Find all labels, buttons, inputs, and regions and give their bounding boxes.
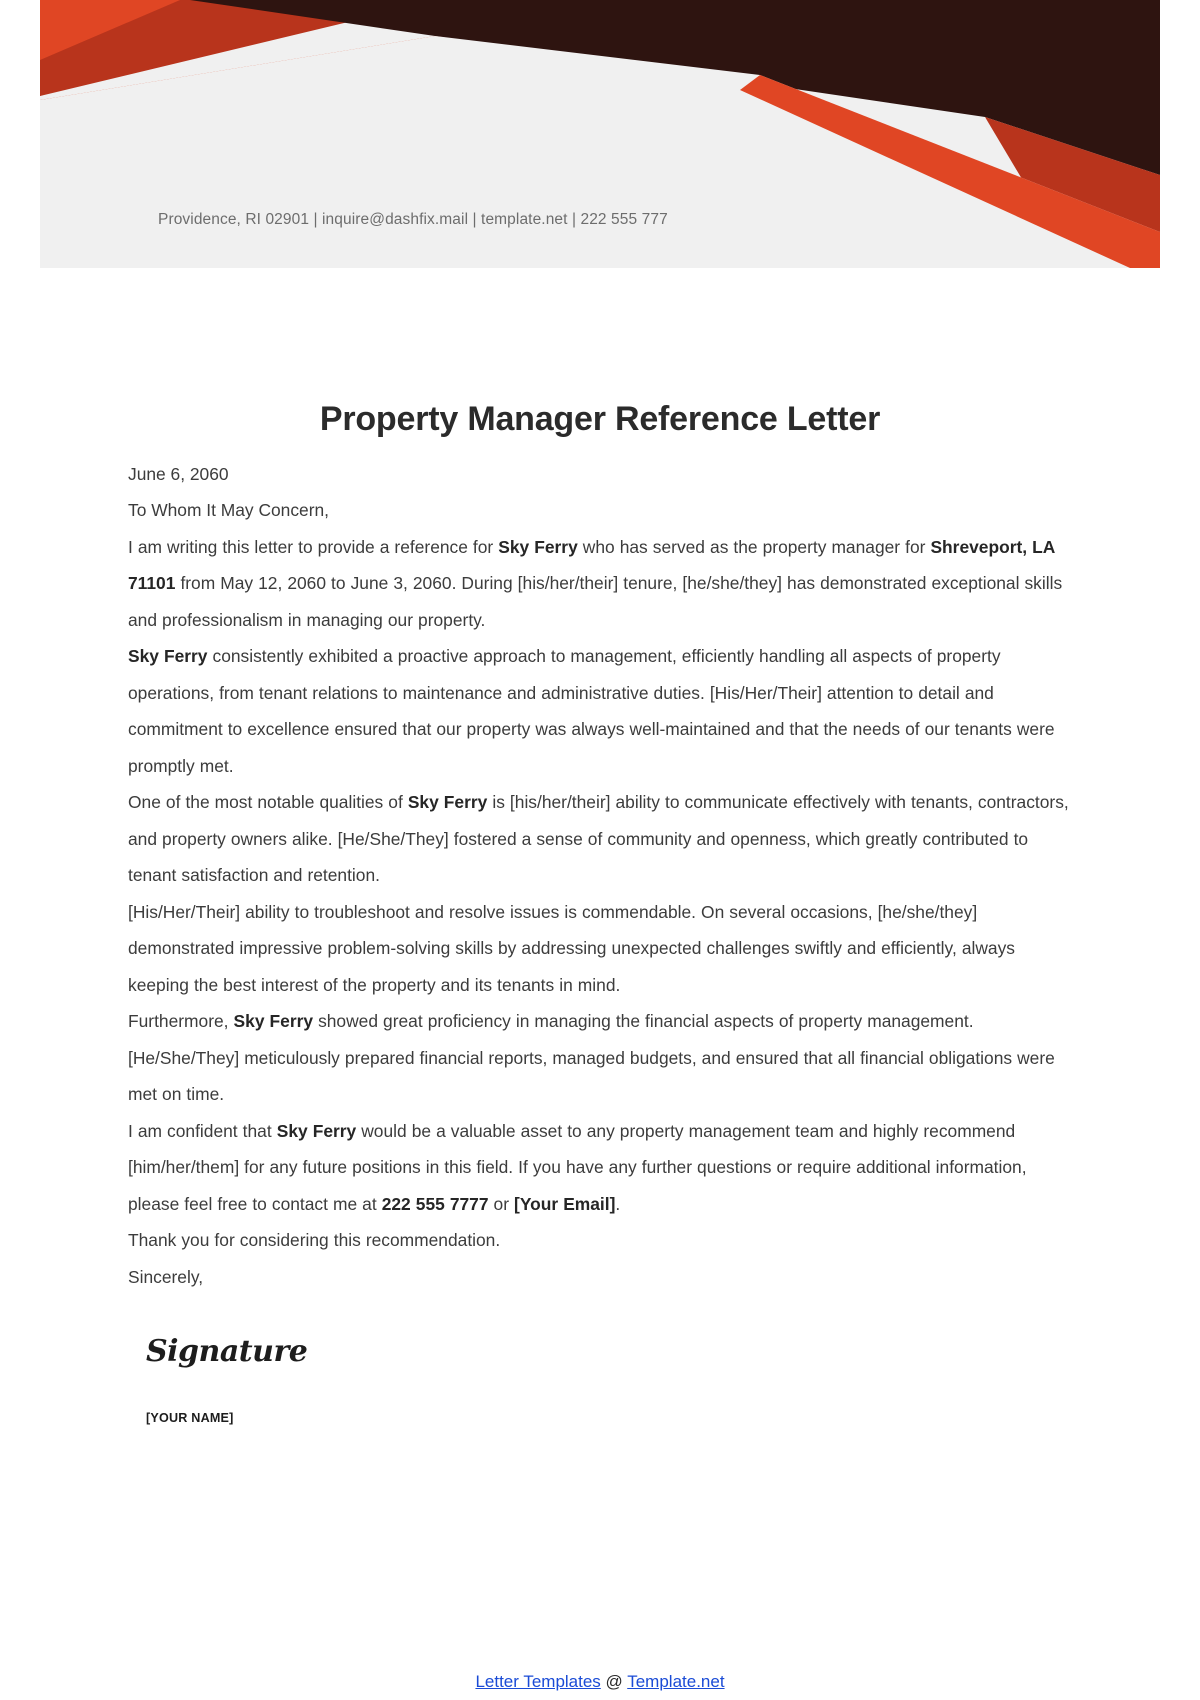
- letter-salutation: To Whom It May Concern,: [128, 500, 330, 521]
- paragraph-thanks: Thank you for considering this recommendation.: [128, 1230, 501, 1251]
- paragraph-proactive-approach: [128, 638, 1075, 784]
- footer: [40, 1672, 1160, 1692]
- p3-text-b: is [his/her/their] ability to communicate effectively with tenants, contractors, and property owners alike. [He/She/They] fostered a sense of community and openness, which greatly contributed to tenant satisfaction and retention.: [128, 792, 1069, 886]
- p6-text-b: would be a valuable asset to any property management team and highly recommend [him/her/them] for any future positions in this field. If you have any further questions or require additional information, please feel free to contact me at: [128, 1120, 1027, 1214]
- p5-person-name: Sky Ferry: [233, 1011, 314, 1032]
- footer-link-letter-templates[interactable]: Letter Templates: [475, 1672, 601, 1691]
- p1-text-a: I am writing this letter to provide a reference for: [128, 536, 499, 557]
- paragraph-communication: [128, 784, 1075, 894]
- p6-person-name: Sky Ferry: [276, 1120, 357, 1141]
- p6-phone-number: 222 555 7777: [381, 1193, 489, 1214]
- signature-script: Signature: [146, 1334, 308, 1370]
- paragraph-intro: [128, 529, 1075, 639]
- p5-text-a: Furthermore,: [128, 1011, 234, 1032]
- p6-text-c: or: [488, 1193, 515, 1214]
- document-page: [40, 0, 1160, 1700]
- p6-text-d: .: [615, 1193, 621, 1214]
- page-title: Property Manager Reference Letter: [319, 400, 881, 438]
- signer-name-placeholder: [YOUR NAME]: [146, 1411, 234, 1426]
- p5-text-b: showed great proficiency in managing the financial aspects of property management. [He/She/They] meticulously prepared financial reports, managed budgets, and ensured that all financial obligations were met on time.: [128, 1011, 1055, 1105]
- paragraph-financial: [128, 1003, 1075, 1113]
- p3-text-a: One of the most notable qualities of: [128, 792, 408, 813]
- p1-text-c: from May 12, 2060 to June 3, 2060. During [his/her/their] tenure, [he/she/they] has demonstrated exceptional skills and professionalism in managing our property.: [128, 573, 1063, 630]
- header-contact-line: Providence, RI 02901 | inquire@dashfix.mail | template.net | 222 555 777: [158, 211, 668, 228]
- p6-email-placeholder: [Your Email]: [514, 1193, 616, 1214]
- paragraph-recommendation: [128, 1113, 1075, 1223]
- letter-date: June 6, 2060: [128, 463, 229, 484]
- header-banner: [40, 0, 1160, 268]
- p1-person-name: Sky Ferry: [498, 536, 578, 557]
- p1-text-b: who has served as the property manager for: [577, 536, 931, 557]
- p2-text-a: consistently exhibited a proactive approach to management, efficiently handling all aspects of property operations, from tenant relations to maintenance and administrative duties. [His/Her/Their] attention to detail and commitment to excellence ensured that our property was always well-maintained and that the needs of our tenants were promptly met.: [128, 646, 1055, 776]
- signature-block: [128, 1334, 1075, 1426]
- letter-content: [40, 268, 1160, 1425]
- p1-property-location: Shreveport, LA 71101: [128, 536, 1055, 594]
- p3-person-name: Sky Ferry: [407, 792, 488, 813]
- p2-person-name: Sky Ferry: [128, 646, 208, 667]
- footer-separator: @: [600, 1672, 628, 1691]
- paragraph-troubleshooting: [His/Her/Their] ability to troubleshoot and resolve issues is commendable. On several occasions, [he/she/they] demonstrated impressive problem-solving skills by addressing unexpected challenges swiftly and efficiently, always keeping the best interest of the property and its tenants in mind.: [128, 901, 1015, 995]
- letter-body: [40, 456, 1160, 1426]
- footer-link-template-net[interactable]: Template.net: [627, 1672, 725, 1691]
- p6-text-a: I am confident that: [128, 1120, 277, 1141]
- letter-closing: Sincerely,: [128, 1266, 204, 1287]
